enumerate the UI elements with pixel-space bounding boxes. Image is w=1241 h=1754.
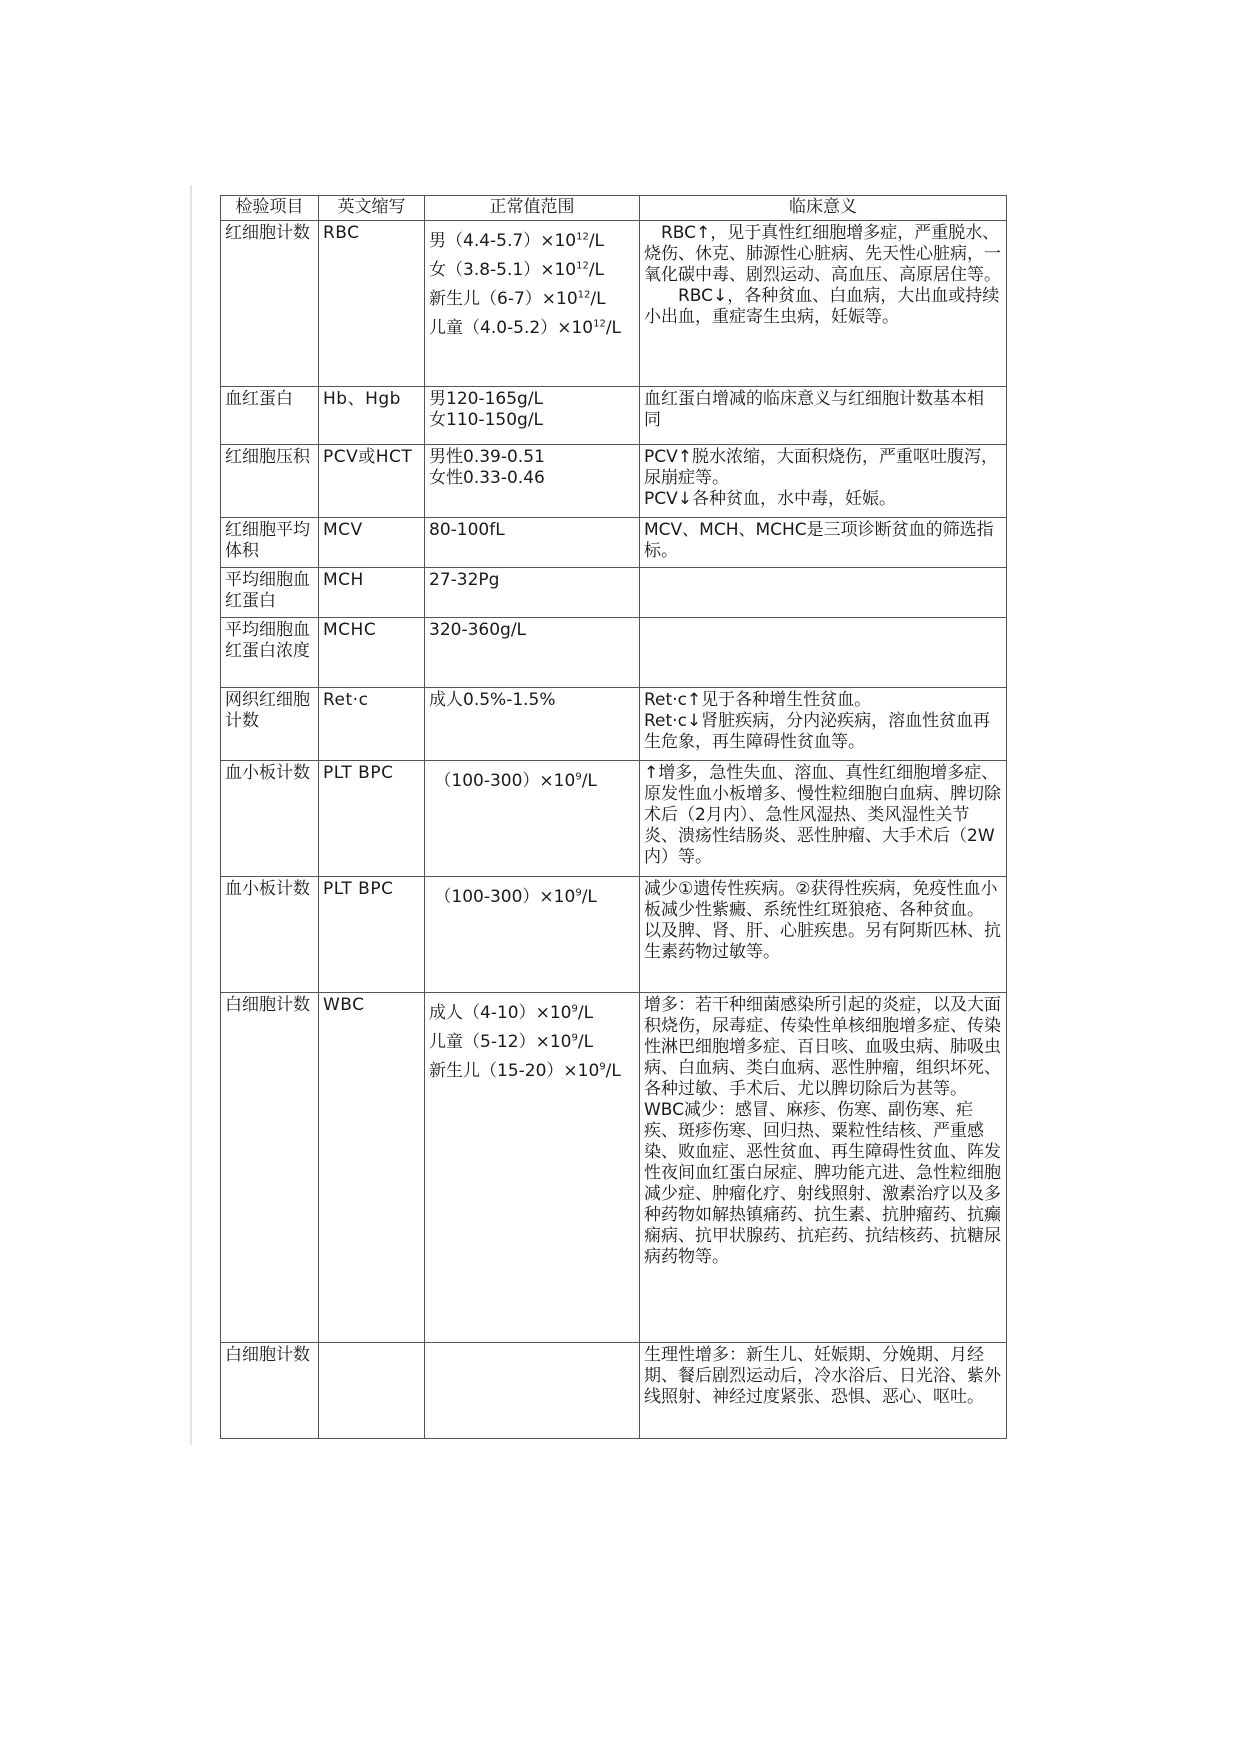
cell-item: 白细胞计数 [221, 993, 319, 1343]
meaning-paragraph: Ret·c↑见于各种增生性贫血。 [644, 690, 872, 710]
meaning-paragraph: Ret·c↓肾脏疾病，分内泌疾病，溶血性贫血再生危象，再生障碍性贫血等。 [644, 711, 991, 752]
table-row [221, 1343, 1007, 1439]
header-item: 检验项目 [221, 196, 319, 221]
meaning-paragraph: MCV、MCH、MCHC是三项诊断贫血的筛选指标。 [644, 520, 994, 561]
range-line: $(100-300)\times 10^9/L$ [434, 771, 597, 791]
cell-abbr: RBC [319, 221, 425, 387]
cell-range [425, 221, 640, 387]
meaning-paragraph: WBC减少：感冒、麻疹、伤寒、副伤寒、疟疾、斑疹伤寒、回归热、粟粒性结核、严重感染、败血症、恶性贫血、再生障碍性贫血、阵发性夜间血红蛋白尿症、脾功能亢进、急性粒细胞减少症、肿瘤化疗、射线照射、激素治疗以及多种药物如解热镇痛药、抗生素、抗肿瘤药、抗癫痫病、抗甲状腺药、抗疟药、抗结核药、抗糖尿病药物等。 [644, 1100, 1001, 1267]
cell-abbr: PCV或HCT [319, 445, 425, 518]
table-header-row [221, 196, 1007, 221]
range-line: 新生儿$(6-7)\times 10^{12}/L$ [429, 289, 606, 309]
cell-meaning [640, 1343, 1007, 1439]
cell-meaning [640, 568, 1007, 618]
meaning-paragraph: PCV↑脱水浓缩，大面积烧伤，严重呕吐腹泻，尿崩症等。 [644, 447, 998, 488]
cell-meaning [640, 688, 1007, 761]
cell-abbr: MCHC [319, 618, 425, 688]
header-abbr: 英文缩写 [319, 196, 425, 221]
table-row [221, 688, 1007, 761]
meaning-paragraph: 血红蛋白增减的临床意义与红细胞计数基本相 同 [644, 389, 984, 430]
cell-meaning [640, 618, 1007, 688]
range-line: 女性0.33-0.46 [429, 468, 545, 488]
cell-meaning [640, 877, 1007, 993]
meaning-paragraph: PCV↓各种贫血，水中毒，妊娠。 [644, 489, 896, 509]
cell-abbr: MCV [319, 518, 425, 568]
range-line: 男性0.39-0.51 [429, 447, 545, 467]
cell-range [425, 387, 640, 445]
cell-meaning [640, 221, 1007, 387]
range-line: 男$(4.4-5.7)\times 10^{12}/L$ [429, 231, 605, 251]
table-row [221, 618, 1007, 688]
cell-item: 红细胞计数 [221, 221, 319, 387]
table-row [221, 568, 1007, 618]
range-line: 女110-150g/L [429, 410, 544, 430]
cell-meaning [640, 518, 1007, 568]
cell-abbr: Hb、Hgb [319, 387, 425, 445]
cell-abbr: PLT BPC [319, 877, 425, 993]
cell-item: 血小板计数 [221, 877, 319, 993]
range-line: 320-360g/L [429, 620, 527, 640]
meaning-paragraph: 以及脾、肾、肝、心脏疾患。另有阿斯匹林、抗生素药物过敏等。 [644, 921, 1001, 962]
cell-abbr [319, 1343, 425, 1439]
cell-item: 平均细胞血红蛋白浓度 [221, 618, 319, 688]
cell-range [425, 518, 640, 568]
cell-item: 白细胞计数 [221, 1343, 319, 1439]
table-row [221, 387, 1007, 445]
cell-range [425, 761, 640, 877]
cell-range [425, 618, 640, 688]
lab-reference-table [220, 195, 1007, 1439]
header-range: 正常值范围 [425, 196, 640, 221]
cell-meaning [640, 761, 1007, 877]
meaning-paragraph: ↑增多，急性失血、溶血、真性红细胞增多症、原发性血小板增多、慢性粒细胞白血病、脾切除术后（2月内）、急性风湿热、类风湿性关节炎、溃疡性结肠炎、恶性肿瘤、大手术后（2W内）等。 [644, 763, 1001, 867]
cell-range [425, 568, 640, 618]
range-line: $(100-300)\times 10^9/L$ [434, 887, 597, 907]
cell-item: 网织红细胞计数 [221, 688, 319, 761]
range-line: 女$(3.8-5.1)\times 10^{12}/L$ [429, 260, 605, 280]
cell-item: 红细胞压积 [221, 445, 319, 518]
meaning-paragraph: 增多：若干种细菌感染所引起的炎症，以及大面积烧伤，尿毒症、传染性单核细胞增多症、传染性淋巴细胞增多症、百日咳、血吸虫病、肺吸虫病、白血病、类白血病、恶性肿瘤，组织坏死、各种过敏、手术后、尤以脾切除后为甚等。 [644, 995, 1001, 1099]
range-line: 80-100fL [429, 520, 505, 540]
cell-range [425, 445, 640, 518]
cell-item: 红细胞平均体积 [221, 518, 319, 568]
range-line: 儿童$(4.0-5.2)\times 10^{12}/L$ [429, 318, 622, 338]
range-line: 新生儿$(15-20)\times 10^9/L$ [429, 1061, 621, 1081]
cell-abbr: Ret·c [319, 688, 425, 761]
range-line: 成人$(4-10)\times 10^9/L$ [429, 1003, 594, 1023]
cell-range [425, 1343, 640, 1439]
table-row [221, 221, 1007, 387]
table-row [221, 877, 1007, 993]
cell-meaning [640, 387, 1007, 445]
table-row [221, 518, 1007, 568]
cell-meaning [640, 993, 1007, 1343]
cell-item: 血红蛋白 [221, 387, 319, 445]
cell-range [425, 877, 640, 993]
range-line: 成人0.5%-1.5% [429, 690, 556, 710]
cell-item: 血小板计数 [221, 761, 319, 877]
cell-abbr: MCH [319, 568, 425, 618]
table-row [221, 993, 1007, 1343]
page-margin-rule [190, 185, 192, 1445]
range-line: 儿童$(5-12)\times 10^9/L$ [429, 1032, 594, 1052]
cell-meaning [640, 445, 1007, 518]
range-line: 男120-165g/L [429, 389, 544, 409]
cell-abbr: WBC [319, 993, 425, 1343]
cell-range [425, 993, 640, 1343]
header-meaning: 临床意义 [640, 196, 1007, 221]
meaning-paragraph: RBC↓，各种贫血、白血病，大出血或持续小出血，重症寄生虫病，妊娠等。 [644, 286, 1000, 327]
table-row [221, 445, 1007, 518]
range-line: 27-32Pg [429, 570, 500, 590]
cell-abbr: PLT BPC [319, 761, 425, 877]
cell-item: 平均细胞血红蛋白 [221, 568, 319, 618]
table-row [221, 761, 1007, 877]
cell-range [425, 688, 640, 761]
meaning-paragraph: 减少①遗传性疾病。②获得性疾病，免疫性血小板减少性紫癜、系统性红斑狼疮、各种贫血。 [644, 879, 998, 920]
meaning-paragraph: 生理性增多：新生儿、妊娠期、分娩期、月经期、餐后剧烈运动后，冷水浴后、日光浴、紫外线照射、神经过度紧张、恐惧、恶心、呕吐。 [644, 1345, 1001, 1407]
meaning-paragraph: RBC↑，见于真性红细胞增多症，严重脱水、烧伤、休克、肺源性心脏病、先天性心脏病，一氧化碳中毒、剧烈运动、高血压、高原居住等。 [644, 223, 1001, 285]
